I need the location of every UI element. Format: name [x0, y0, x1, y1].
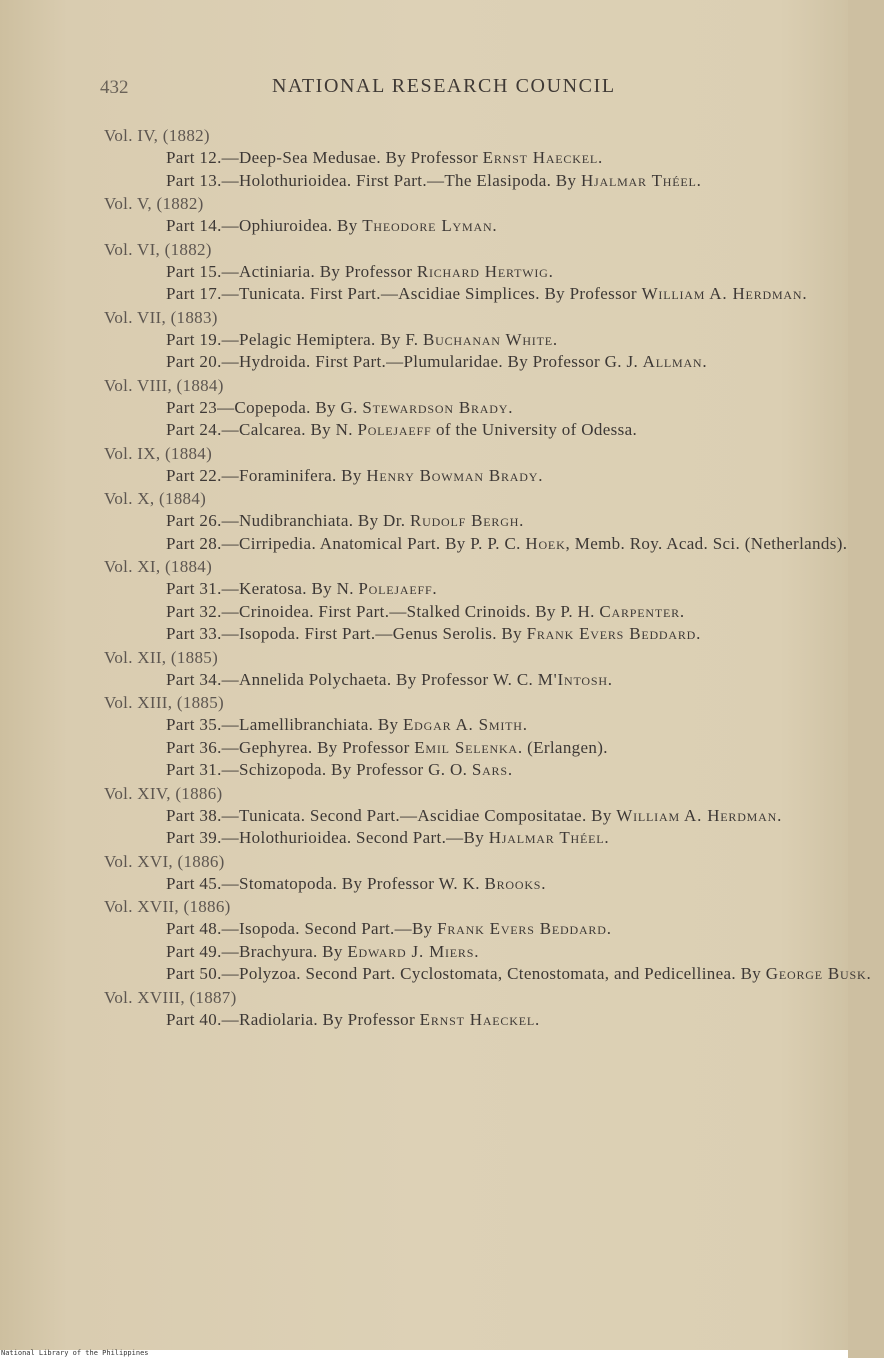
part-description: Part 23—Copepoda. By G.: [166, 397, 363, 417]
part-entry: [166, 578, 884, 601]
part-suffix: .: [432, 579, 438, 598]
part-entry: [166, 261, 884, 284]
part-entry: [166, 827, 884, 850]
part-suffix: .: [548, 261, 554, 281]
part-entry: [166, 805, 884, 828]
author-name: Buchanan White: [423, 329, 553, 349]
part-entry: [166, 669, 884, 692]
part-suffix: .: [679, 601, 685, 621]
volume-heading: Vol. XVII, (1886): [104, 897, 231, 916]
page-number: 432: [100, 77, 129, 98]
part-description: Part 19.—Pelagic Hemiptera. By F.: [166, 329, 423, 349]
part-description: Part 28.—Cirripedia. Anatomical Part. By P. P. C.: [166, 533, 526, 553]
part-suffix: .: [519, 511, 524, 530]
author-name: Hoek: [525, 533, 566, 553]
part-entry: [166, 170, 884, 193]
part-suffix: .: [696, 624, 701, 643]
part-suffix: .: [507, 760, 513, 779]
part-entry: [166, 623, 884, 646]
part-description: Part 13.—Holothurioidea. First Part.—The Elasipoda. By: [166, 170, 581, 190]
part-description: Part 38.—Tunicata. Second Part.—Ascidiae Compositatae. By: [166, 805, 617, 825]
library-credit: National Library of the Philippines: [1, 1349, 149, 1357]
part-entry: [166, 465, 884, 488]
author-name: Theodore Lyman: [362, 216, 493, 235]
author-name: M'Intosh: [537, 669, 608, 689]
part-description: Part 17.—Tunicata. First Part.—Ascidiae Simplices. By Professor: [166, 284, 642, 303]
part-suffix: .: [606, 919, 612, 938]
part-description: Part 34.—Annelida Polychaeta. By Professor W. C.: [166, 669, 538, 689]
part-description: Part 14.—Ophiuroidea. By: [166, 216, 363, 235]
part-description: Part 15.—Actiniaria. By Professor: [166, 261, 417, 281]
part-description: Part 12.—Deep-Sea Medusae. By Professor: [166, 148, 483, 167]
part-suffix: .: [522, 715, 528, 734]
author-name: Brooks: [484, 873, 542, 893]
part-description: Part 35.—Lamellibranchiata. By: [166, 715, 403, 734]
part-entry: [166, 419, 884, 442]
part-description: Part 50.—Polyzoa. Second Part. Cyclostomata, Ctenostomata, and Pedicellinea. By: [166, 964, 766, 983]
author-name: Richard Hertwig: [416, 261, 549, 281]
volume-heading: Vol. V, (1882): [104, 194, 204, 213]
author-name: Frank Evers Beddard: [437, 919, 607, 938]
part-suffix: .: [696, 170, 702, 190]
part-suffix: .: [474, 941, 479, 961]
part-entry: [166, 510, 884, 533]
part-description: Part 31.—Schizopoda. By Professor G. O.: [166, 760, 472, 779]
part-suffix: .: [702, 352, 708, 371]
volume-heading: Vol. VII, (1883): [104, 307, 218, 327]
part-suffix: , Memb. Roy. Acad. Sci. (Netherlands).: [565, 533, 848, 553]
part-suffix: .: [534, 1009, 540, 1029]
part-description: Part 20.—Hydroida. First Part.—Plumularidae. By Professor G. J.: [166, 352, 643, 371]
part-entry: [166, 283, 884, 306]
volume-heading: Vol. X, (1884): [104, 489, 207, 508]
author-name: Stewardson Brady: [362, 397, 509, 417]
volume-heading: Vol. XVI, (1886): [104, 851, 225, 871]
part-entry: [166, 918, 884, 941]
part-suffix: .: [508, 397, 513, 417]
volume-heading: Vol. IV, (1882): [104, 126, 210, 145]
part-suffix: .: [866, 964, 872, 983]
part-description: Part 31.—Keratosa. By N.: [166, 579, 359, 598]
part-suffix: . (Erlangen).: [517, 737, 608, 757]
author-name: Allman: [642, 352, 703, 371]
part-suffix: .: [802, 284, 807, 303]
part-description: Part 24.—Calcarea. By N.: [166, 420, 358, 439]
author-name: Edward J. Miers: [347, 941, 475, 961]
part-entry: [166, 963, 884, 986]
part-entry: [166, 873, 884, 896]
part-entry: [166, 147, 884, 170]
author-name: Polejaeff: [357, 420, 432, 439]
part-description: Part 39.—Holothurioidea. Second Part.—By: [166, 828, 489, 847]
part-description: Part 36.—Gephyrea. By Professor: [166, 737, 415, 757]
author-name: Frank Evers Beddard: [526, 624, 697, 643]
volume-heading: Vol. XVIII, (1887): [104, 987, 237, 1007]
author-name: Ernst Haeckel: [419, 1009, 535, 1029]
part-entry: [166, 397, 884, 420]
part-entry: [166, 714, 884, 737]
part-description: Part 33.—Isopoda. First Part.—Genus Serolis. By: [166, 624, 527, 643]
volume-heading: Vol. XIV, (1886): [104, 783, 223, 803]
part-entry: [166, 1009, 884, 1032]
part-suffix: of the University of Odessa.: [431, 420, 638, 439]
part-entry: [166, 737, 884, 760]
author-name: Ernst Haeckel: [482, 148, 598, 167]
author-name: Henry Bowman Brady: [366, 465, 539, 485]
part-entry: [166, 329, 884, 352]
part-description: Part 48.—Isopoda. Second Part.—By: [166, 919, 438, 938]
author-name: Polejaeff: [358, 579, 433, 598]
author-name: William A. Herdman: [641, 284, 803, 303]
running-title: NATIONAL RESEARCH COUNCIL: [272, 75, 616, 97]
part-description: Part 40.—Radiolaria. By Professor: [166, 1009, 420, 1029]
volume-heading: Vol. VIII, (1884): [104, 375, 224, 395]
volume-list: [104, 124, 872, 1031]
part-description: Part 32.—Crinoidea. First Part.—Stalked Crinoids. By P. H.: [166, 601, 600, 621]
part-suffix: .: [597, 148, 603, 167]
author-name: George Busk: [765, 964, 867, 983]
part-entry: [166, 601, 884, 624]
part-suffix: .: [604, 828, 609, 847]
part-entry: [166, 941, 884, 964]
part-suffix: .: [538, 465, 543, 485]
author-name: Hjalmar Théel: [580, 170, 697, 190]
author-name: Carpenter: [599, 601, 680, 621]
author-name: Emil Selenka: [414, 737, 518, 757]
part-suffix: .: [552, 329, 558, 349]
part-description: Part 26.—Nudibranchiata. By Dr.: [166, 511, 410, 530]
author-name: Hjalmar Théel: [488, 828, 605, 847]
part-entry: [166, 351, 884, 374]
part-entry: [166, 533, 884, 556]
part-suffix: .: [607, 669, 613, 689]
author-name: Sars: [471, 760, 508, 779]
volume-heading: Vol. XII, (1885): [104, 647, 219, 667]
part-entry: [166, 759, 884, 782]
part-description: Part 22.—Foraminifera. By: [166, 465, 367, 485]
volume-heading: Vol. XI, (1884): [104, 557, 213, 576]
author-name: Edgar A. Smith: [402, 715, 523, 734]
page-header: [100, 73, 720, 103]
volume-heading: Vol. XIII, (1885): [104, 693, 224, 712]
part-description: Part 45.—Stomatopoda. By Professor W. K.: [166, 873, 485, 893]
part-entry: [166, 215, 884, 238]
author-name: William A. Herdman: [616, 805, 778, 825]
volume-heading: Vol. VI, (1882): [104, 239, 212, 259]
volume-heading: Vol. IX, (1884): [104, 443, 213, 463]
part-description: Part 49.—Brachyura. By: [166, 941, 348, 961]
part-suffix: .: [541, 873, 546, 893]
part-suffix: .: [492, 216, 498, 235]
part-suffix: .: [777, 805, 782, 825]
author-name: Rudolf Bergh: [409, 511, 520, 530]
